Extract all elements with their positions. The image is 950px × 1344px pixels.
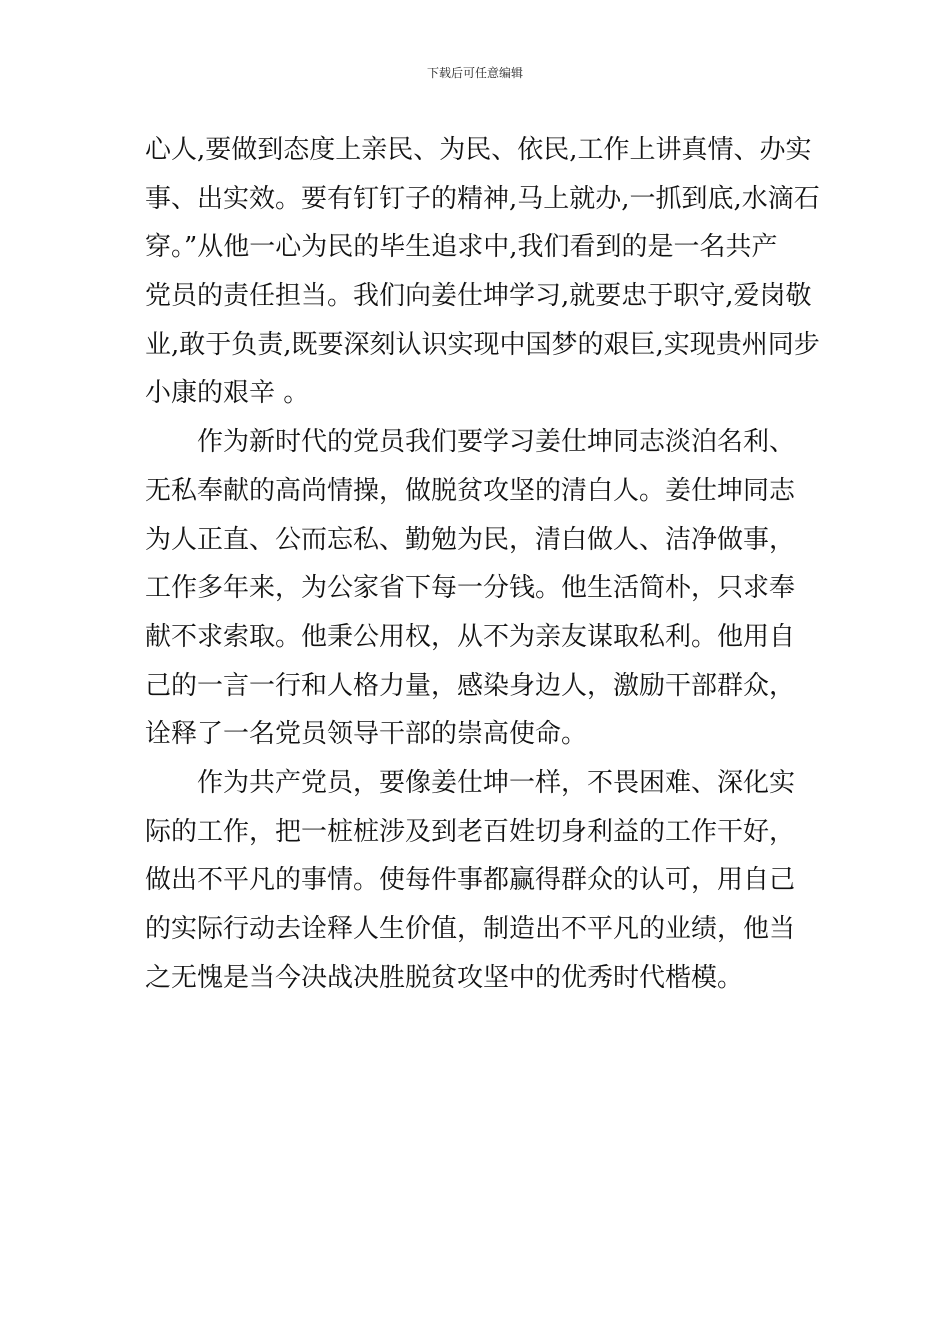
paragraph-line: 己的一言一行和人格力量，感染身边人，激励干部群众， [145,670,796,701]
paragraph-line: 际的工作，把一桩桩涉及到老百姓切身利益的工作干好， [145,816,796,847]
page-header: 下载后可任意编辑 [426,66,523,80]
paragraph-line: 心人,要做到态度上亲民、为民、依民,工作上讲真情、办实 [145,135,812,165]
paragraph-line: 之无愧是当今决战决胜脱贫攻坚中的优秀时代楷模。 [145,962,744,993]
document-body [145,126,820,1002]
paragraph-3 [145,759,810,1002]
paragraph-line: 为人正直、公而忘私、勤勉为民，清白做人、洁净做事， [145,524,796,555]
paragraph-line: 穿。”从他一心为民的毕生追求中,我们看到的是一名共产 [145,232,778,263]
paragraph-line: 诠释了一名党员领导干部的崇高使命。 [145,719,588,750]
paragraph-line: 小康的艰辛 。 [145,378,310,409]
paragraph-line: 的实际行动去诠释人生价值，制造出不平凡的业绩，他当 [145,914,796,944]
paragraph-line: 工作多年来，为公家省下每一分钱。他生活简朴，只求奉 [145,573,796,604]
paragraph-line: 业,敢于负责,既要深刻认识实现中国梦的艰巨,实现贵州同步 [145,329,820,360]
paragraph-line: 献不求索取。他秉公用权，从不为亲友谋取私利。他用自 [145,621,796,652]
paragraph-first-line: 作为共产党员，要像姜仕坤一样，不畏困难、深化实 [197,767,796,798]
paragraph-2 [145,418,810,759]
paragraph-1 [145,126,820,418]
paragraph-line: 事、出实效。要有钉钉子的精神,马上就办,一抓到底,水滴石 [145,183,820,214]
paragraph-line: 党员的责任担当。我们向姜仕坤学习,就要忠于职守,爱岗敬 [145,281,812,312]
paragraph-first-line: 作为新时代的党员我们要学习姜仕坤同志淡泊名利、 [197,427,796,458]
paragraph-line: 无私奉献的高尚情操，做脱贫攻坚的清白人。姜仕坤同志 [145,475,796,506]
paragraph-line: 做出不平凡的事情。使每件事都赢得群众的认可，用自己 [145,865,796,896]
